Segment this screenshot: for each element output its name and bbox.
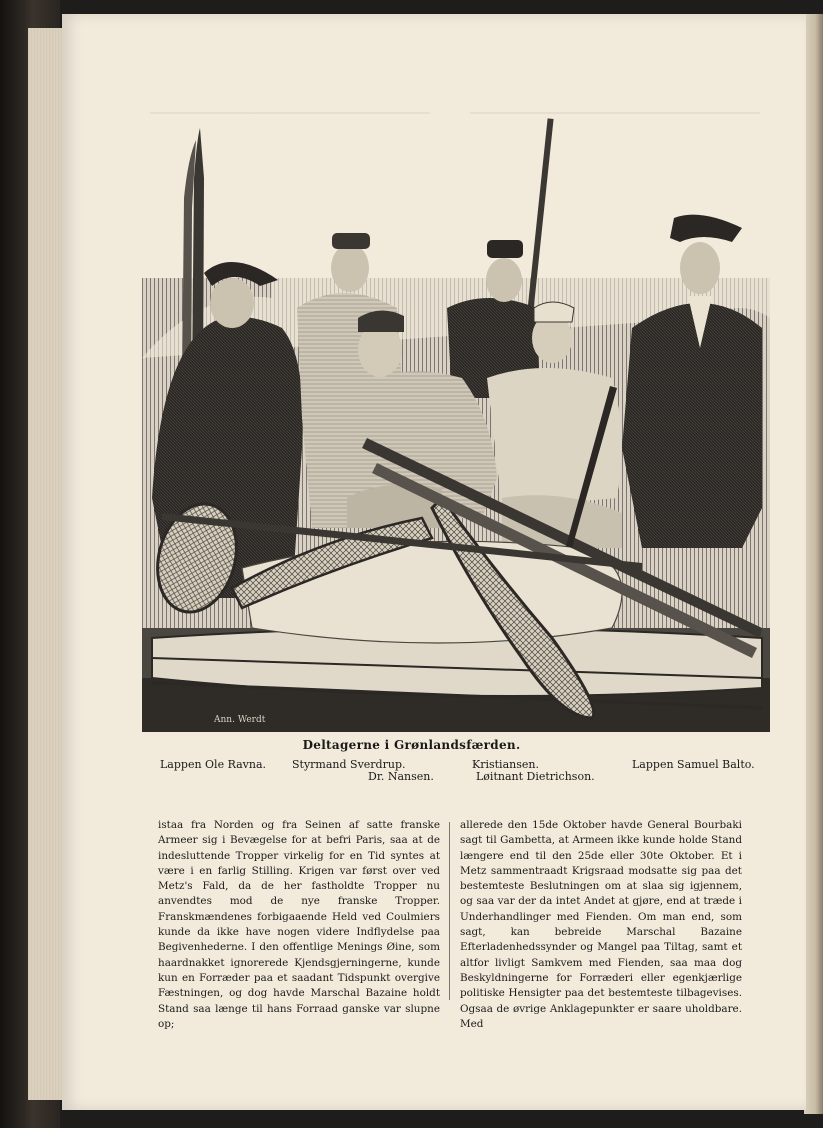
engraving-illustration <box>142 118 770 732</box>
figure-label-ravna: Lappen Ole Ravna. <box>160 758 267 771</box>
paragraph: allerede den 15de Oktober havde General Bourbaki sagt til Gambetta, at Armeen ikke kunde holde Stand længere end til den 25de eller 30te Oktober. Et i Metz sammentraadt Krigsraad modsatte sig paa det bestemteste Beslutningen om at slaa sig igjennem, og saa var der da intet Andet at gjøre, end at træde i Underhandlinger med Fienden. Om man end, som sagt, kan bebreide Marschal Bazaine Efterladenhedssynder og Mangel paa Tiltag, samt et altfor livligt Samkvem med Fienden, saa maa dog Beskyldningerne for Forræderi eller egenkjærlige politiske Hensigter paa det bestemteste tilbagevises. Ogsaa de øvrige Anklagepunkter er saare uholdbare. Med <box>460 819 742 1030</box>
article-column-left <box>158 818 440 1032</box>
right-page-edge <box>804 14 823 1114</box>
figure-label-sverdrup: Styrmand Sverdrup. <box>292 758 406 771</box>
column-divider <box>449 822 450 1000</box>
figure-caption: Deltagerne i Grønlandsfærden. <box>302 738 521 752</box>
svg-text:Ann. Werdt: Ann. Werdt <box>214 715 266 725</box>
figure-label-nansen: Dr. Nansen. <box>368 770 434 783</box>
article-column-right <box>460 818 742 1032</box>
figure-label-kristiansen: Kristiansen. <box>472 758 539 771</box>
paragraph: istaa fra Norden og fra Seinen af satte franske Armeer sig i Bevægelse for at befri Paris, saa at de indesluttende Tropper virkelig for en Tid syntes at være i en farlig Stilling. Krigen var først over ved Metz's Fald, da de her fastholdte Tropper nu anvendtes mod de nye franske Tropper. Franskmændenes forbigaaende Held ved Coulmiers kunde da ikke have nogen videre Indflydelse paa Begivenhederne. I den offentlige Menings Øine, som haardnakket ignorerede Kjendsgjerningerne, kunde kun en Forræder paa et saadant Tidspunkt overgive Fæstningen, og dog havde Marschal Bazaine holdt Stand saa længe til hans Forraad ganske var slupne op; <box>158 819 440 1030</box>
figure-label-balto: Lappen Samuel Balto. <box>632 758 755 771</box>
figure-label-dietrichson: Løitnant Dietrichson. <box>476 770 595 783</box>
